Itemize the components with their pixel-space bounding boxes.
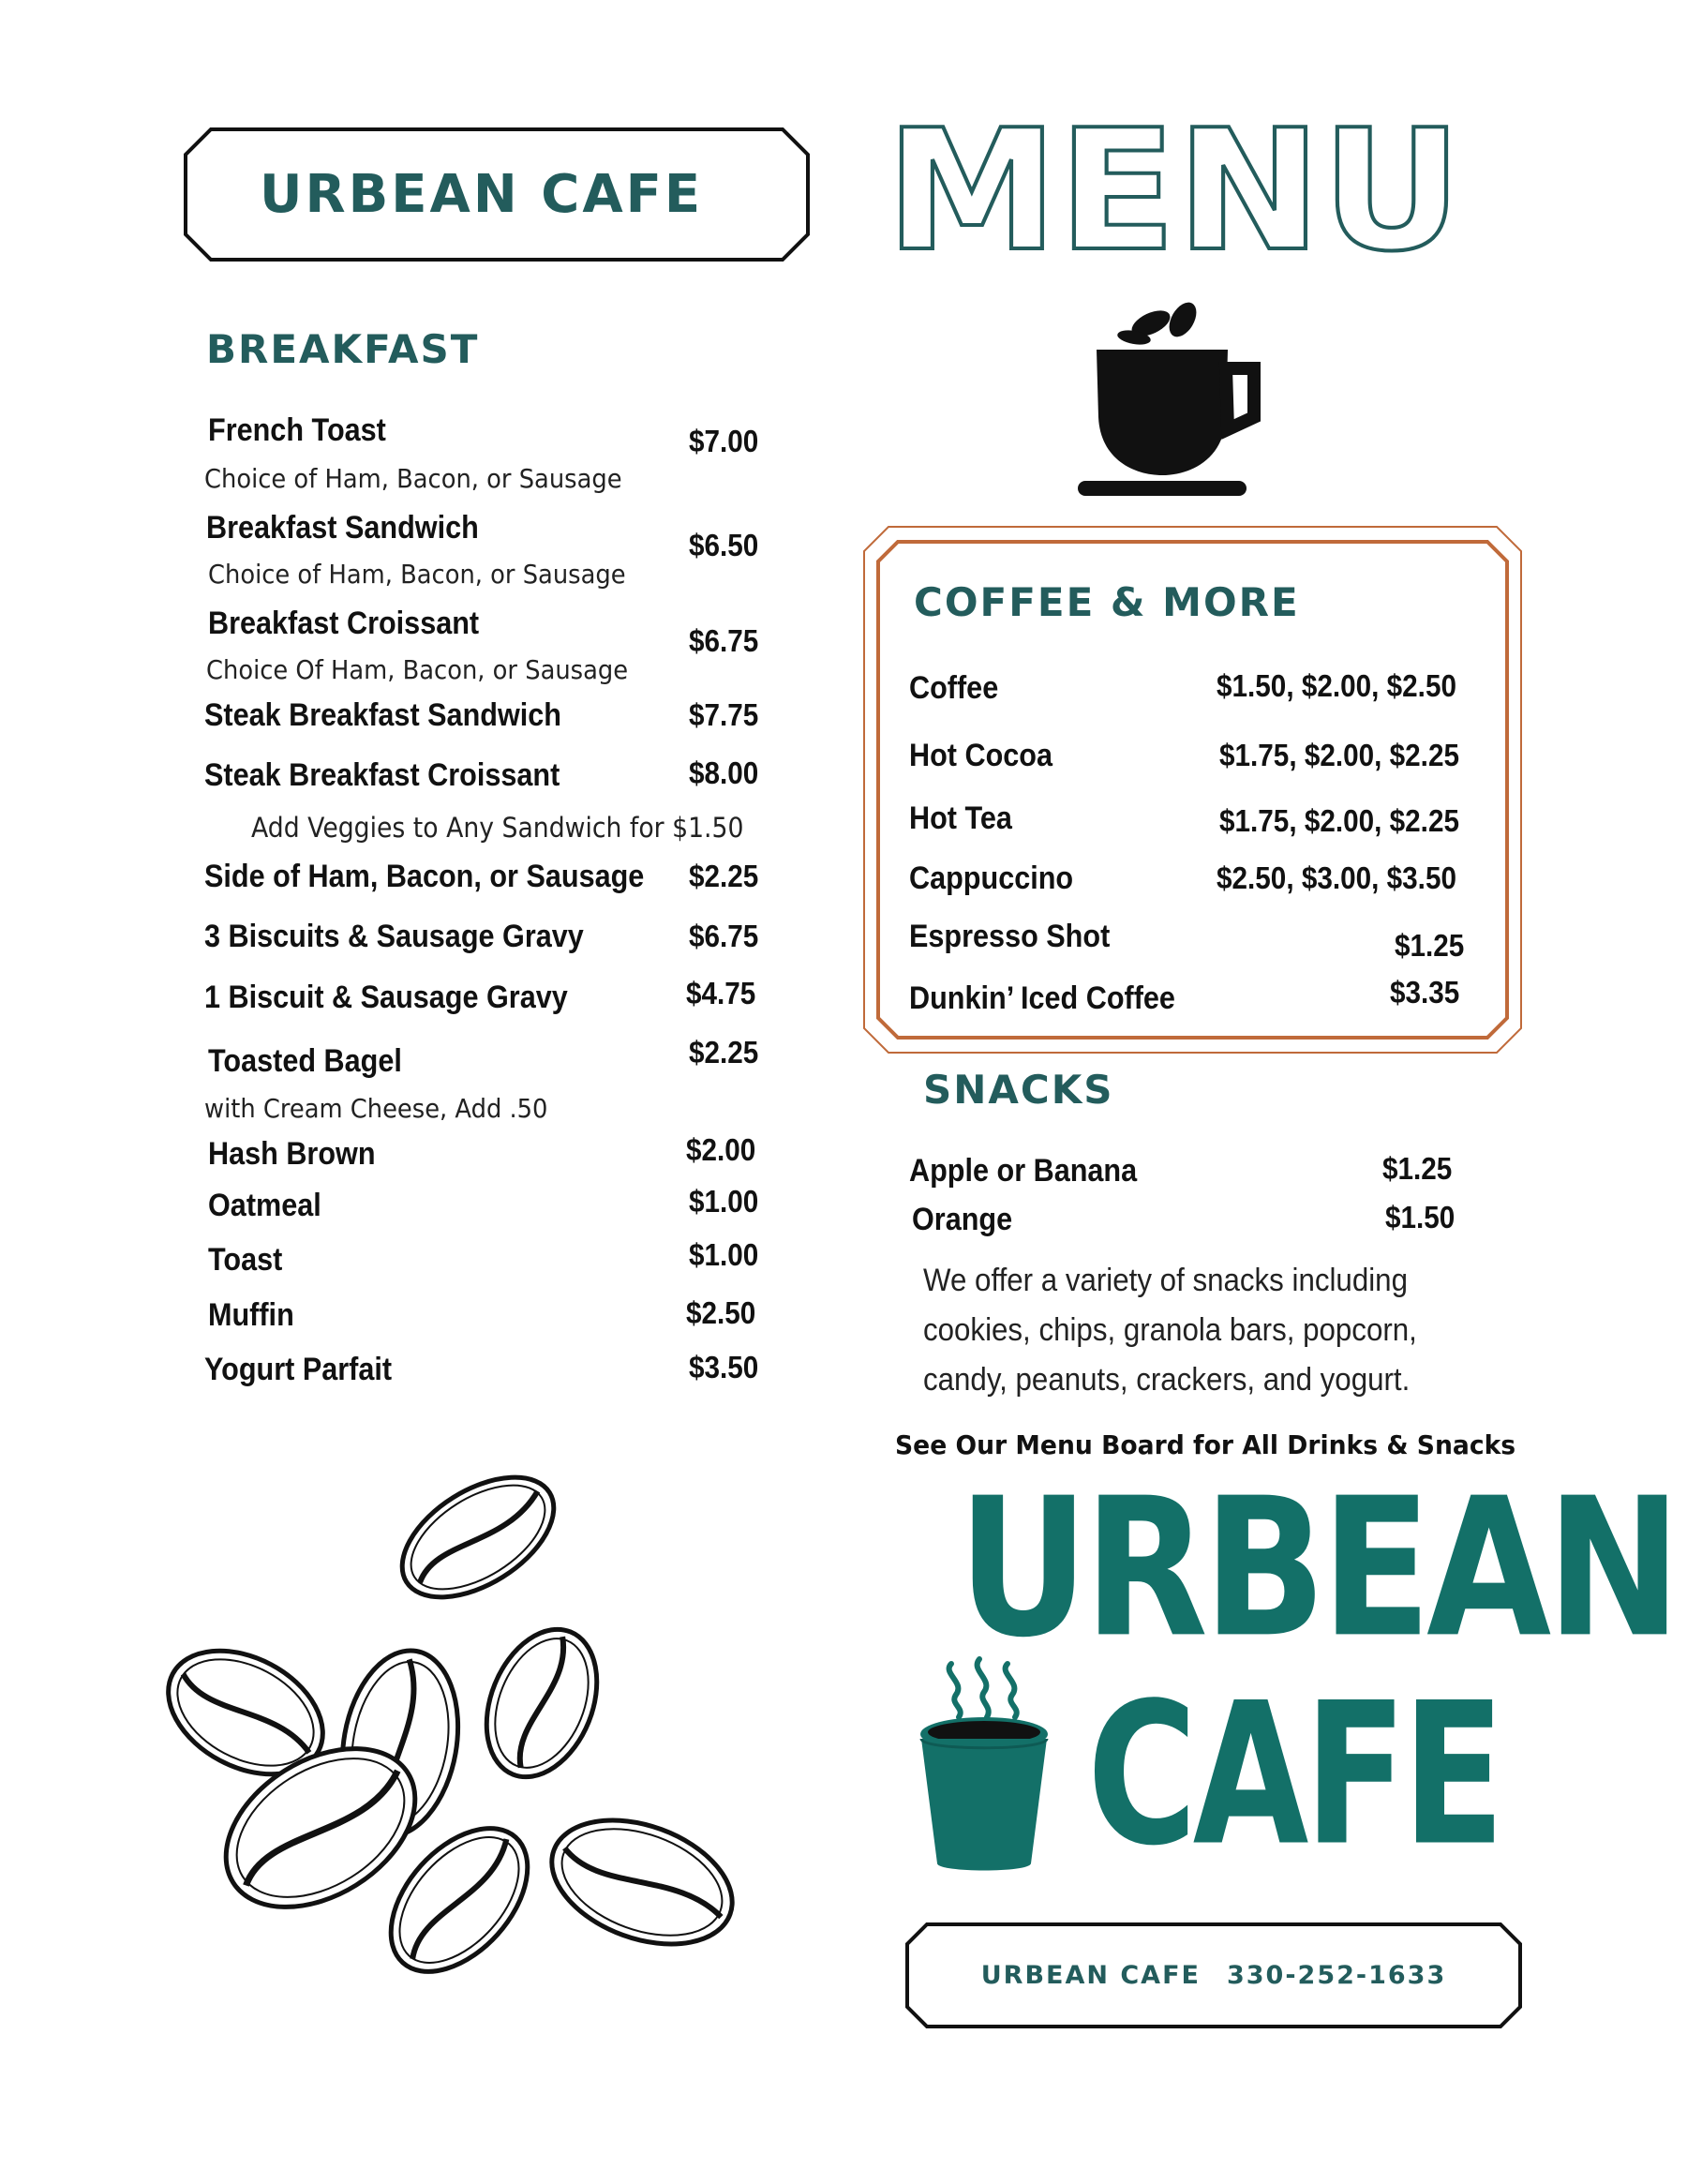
item-price: $7.00 xyxy=(689,424,759,458)
coffee-item-name: Cappuccino xyxy=(909,860,1074,896)
item-name: Toast xyxy=(208,1242,283,1278)
item-price: $2.00 xyxy=(686,1132,756,1167)
coffee-item-price: $2.50, $3.00, $3.50 xyxy=(1217,860,1456,895)
coffee-cup-icon xyxy=(1078,295,1275,501)
item-price: $1.00 xyxy=(689,1184,759,1219)
snack-item-price: $1.50 xyxy=(1385,1200,1456,1234)
coffee-item-name: Dunkin’ Iced Coffee xyxy=(909,980,1175,1016)
item-price: $6.50 xyxy=(689,528,759,562)
coffee-item-name: Hot Cocoa xyxy=(909,738,1053,773)
item-name: Steak Breakfast Croissant xyxy=(204,757,560,793)
coffee-beans-illustration xyxy=(159,1458,750,1982)
item-name: Breakfast Croissant xyxy=(208,606,480,641)
item-price: $6.75 xyxy=(689,919,759,953)
svg-text:MENU: MENU xyxy=(886,112,1462,262)
item-name: 3 Biscuits & Sausage Gravy xyxy=(204,919,584,954)
logo-line-urbean: URBEAN xyxy=(958,1457,1677,1681)
item-price: $2.25 xyxy=(689,859,759,893)
snack-item-price: $1.25 xyxy=(1382,1151,1453,1186)
coffee-item-price: $1.75, $2.00, $2.25 xyxy=(1219,803,1459,838)
item-price: $7.75 xyxy=(689,697,759,732)
item-name: 1 Biscuit & Sausage Gravy xyxy=(204,980,568,1015)
item-name: Breakfast Sandwich xyxy=(206,510,479,546)
cafe-name-badge xyxy=(183,127,811,262)
menu-board-note: See Our Menu Board for All Drinks & Snacks xyxy=(895,1429,1516,1460)
footer-badge xyxy=(904,1922,1523,2029)
item-price: $2.50 xyxy=(686,1295,756,1330)
coffee-item-price: $1.50, $2.00, $2.50 xyxy=(1217,668,1456,703)
item-name: Muffin xyxy=(208,1297,294,1333)
logo-line-cafe: CAFE xyxy=(1087,1661,1500,1890)
snacks-title: SNACKS xyxy=(923,1067,1114,1113)
item-name: Steak Breakfast Sandwich xyxy=(204,697,561,733)
coffee-item-name: Coffee xyxy=(909,670,999,706)
item-name: Toasted Bagel xyxy=(208,1043,402,1079)
veggies-note: Add Veggies to Any Sandwich for $1.50 xyxy=(251,812,744,844)
item-price: $6.75 xyxy=(689,623,759,658)
snack-item-name: Orange xyxy=(912,1202,1013,1237)
item-name: Hash Brown xyxy=(208,1136,376,1172)
item-desc: Choice of Ham, Bacon, or Sausage xyxy=(204,463,622,494)
coffee-item-price: $1.25 xyxy=(1395,928,1465,963)
coffee-title: COFFEE & MORE xyxy=(914,579,1300,625)
item-desc: with Cream Cheese, Add .50 xyxy=(204,1093,548,1124)
menu-title xyxy=(886,112,1467,262)
logo-cup-icon xyxy=(914,1650,1054,1884)
coffee-item-price: $1.75, $2.00, $2.25 xyxy=(1219,738,1459,772)
item-price: $3.50 xyxy=(689,1350,759,1384)
item-name: Side of Ham, Bacon, or Sausage xyxy=(204,859,645,894)
item-name: Oatmeal xyxy=(208,1188,321,1223)
item-price: $4.75 xyxy=(686,976,756,1010)
footer-phone[interactable]: 330-252-1633 xyxy=(1226,1961,1447,1990)
coffee-item-price: $3.35 xyxy=(1390,975,1460,1010)
item-name: French Toast xyxy=(208,412,386,448)
item-desc: Choice Of Ham, Bacon, or Sausage xyxy=(206,654,629,685)
cafe-name: URBEAN CAFE xyxy=(260,164,704,225)
coffee-item-name: Espresso Shot xyxy=(909,919,1111,954)
breakfast-title: BREAKFAST xyxy=(206,326,480,372)
item-desc: Choice of Ham, Bacon, or Sausage xyxy=(208,559,626,590)
snacks-description: We offer a variety of snacks including cookies, chips, granola bars, popcorn, candy, peanuts, crackers, and yogurt. xyxy=(923,1263,1417,1398)
item-price: $8.00 xyxy=(689,755,759,790)
item-name: Yogurt Parfait xyxy=(204,1352,393,1387)
item-price: $1.00 xyxy=(689,1237,759,1272)
snack-item-name: Apple or Banana xyxy=(909,1153,1138,1189)
item-price: $2.25 xyxy=(689,1035,759,1070)
footer-cafe-name: URBEAN CAFE xyxy=(980,1961,1201,1990)
coffee-item-name: Hot Tea xyxy=(909,800,1012,836)
